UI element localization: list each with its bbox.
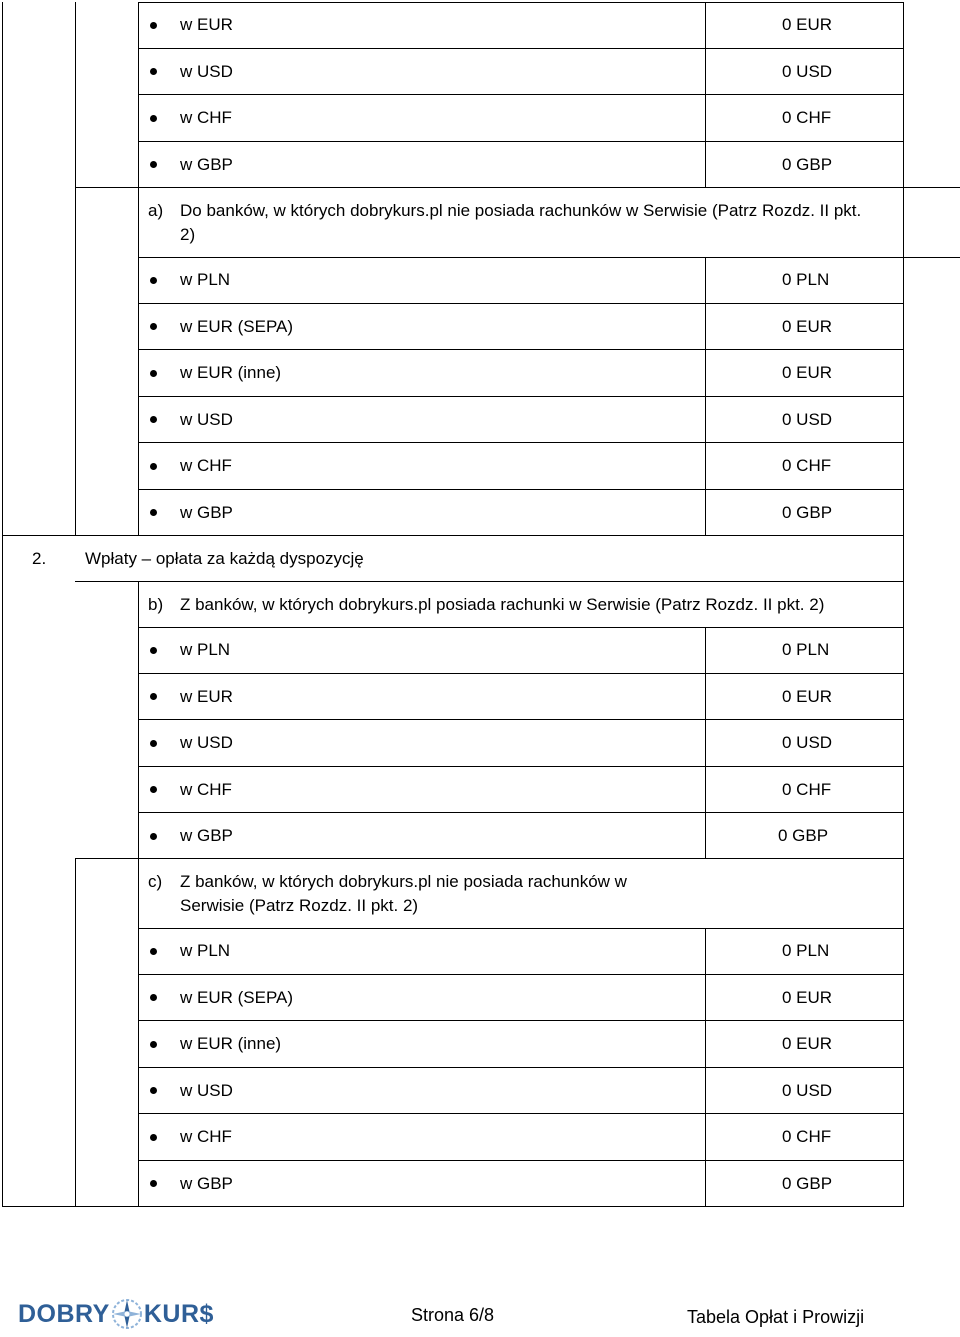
row-label: w EUR (inne) [180, 363, 282, 382]
bullet-icon [150, 948, 157, 955]
row-value: 0 EUR [782, 15, 833, 34]
bullet-icon [150, 1087, 157, 1094]
row-label: w GBP [180, 155, 233, 174]
row-label: w USD [180, 1081, 233, 1100]
bullet-icon [150, 786, 157, 793]
bullet-icon [150, 1180, 157, 1187]
bullet-icon [150, 693, 157, 700]
row-label: w USD [180, 62, 233, 81]
bullet-icon [150, 161, 157, 168]
row-value: 0 USD [782, 410, 833, 429]
bullet-icon [150, 509, 157, 516]
row-value: 0 CHF [782, 456, 832, 475]
section-title: Wpłaty – opłata za każdą dyspozycję [85, 549, 364, 568]
row-value: 0 CHF [782, 1127, 832, 1146]
row-label: w PLN [180, 640, 231, 659]
row-value: 0 PLN [782, 270, 830, 289]
row-label: w CHF [180, 1127, 232, 1146]
row-value: 0 EUR [782, 988, 833, 1007]
row-value: 0 GBP [778, 826, 829, 845]
bullet-icon [150, 370, 157, 377]
section-heading-cont: 2) [180, 225, 196, 244]
row-label: w EUR (SEPA) [180, 317, 294, 336]
row-label: w EUR [180, 15, 233, 34]
row-value: 0 CHF [782, 108, 832, 127]
row-value: 0 USD [782, 1081, 833, 1100]
row-value: 0 USD [782, 733, 833, 752]
page-number: Strona 6/8 [411, 1305, 495, 1325]
row-label: w CHF [180, 780, 232, 799]
bullet-icon [150, 833, 157, 840]
logo-text-right: KUR$ [143, 1299, 214, 1328]
bullet-icon [150, 994, 157, 1001]
list-marker: a) [148, 201, 164, 220]
list-marker: b) [148, 595, 164, 614]
section-heading: Z banków, w których dobrykurs.pl nie posiada rachunków w [180, 872, 627, 891]
section-heading: Z banków, w których dobrykurs.pl posiada rachunki w Serwisie (Patrz Rozdz. II pkt. 2) [180, 595, 825, 614]
section-heading: Do banków, w których dobrykurs.pl nie posiada rachunków w Serwisie (Patrz Rozdz. II pkt. [180, 201, 862, 220]
row-label: w GBP [180, 1174, 233, 1193]
row-label: w EUR (SEPA) [180, 988, 294, 1007]
bullet-icon [150, 740, 157, 747]
row-label: w GBP [180, 826, 233, 845]
row-label: w GBP [180, 503, 233, 522]
row-value: 0 EUR [782, 1034, 833, 1053]
list-marker: c) [148, 872, 163, 891]
row-value: 0 EUR [782, 687, 833, 706]
row-value: 0 PLN [782, 941, 830, 960]
row-value: 0 EUR [782, 363, 833, 382]
row-label: w USD [180, 733, 233, 752]
row-value: 0 CHF [782, 780, 832, 799]
bullet-icon [150, 22, 157, 29]
bullet-icon [150, 1134, 157, 1141]
row-label: w PLN [180, 270, 231, 289]
bullet-icon [150, 115, 157, 122]
row-value: 0 GBP [782, 1174, 833, 1193]
bullet-icon [150, 277, 157, 284]
bullet-icon [150, 416, 157, 423]
bullet-icon [150, 1041, 157, 1048]
section-heading-cont: Serwisie (Patrz Rozdz. II pkt. 2) [180, 896, 419, 915]
dobrykurs-logo [18, 1296, 214, 1332]
row-label: w PLN [180, 941, 231, 960]
bullet-icon [150, 68, 157, 75]
bullet-icon [150, 323, 157, 330]
section-number: 2. [32, 549, 47, 568]
bullet-icon [150, 463, 157, 470]
row-label: w CHF [180, 456, 232, 475]
compass-icon [111, 1298, 143, 1330]
bullet-icon [150, 647, 157, 654]
row-label: w EUR [180, 687, 233, 706]
row-label: w USD [180, 410, 233, 429]
logo-text-left: DOBRY [18, 1299, 110, 1328]
row-value: 0 USD [782, 62, 833, 81]
row-value: 0 PLN [782, 640, 830, 659]
row-label: w CHF [180, 108, 232, 127]
row-value: 0 GBP [782, 503, 833, 522]
row-label: w EUR (inne) [180, 1034, 282, 1053]
document-title: Tabela Opłat i Prowizji [687, 1307, 865, 1327]
row-value: 0 GBP [782, 155, 833, 174]
row-value: 0 EUR [782, 317, 833, 336]
